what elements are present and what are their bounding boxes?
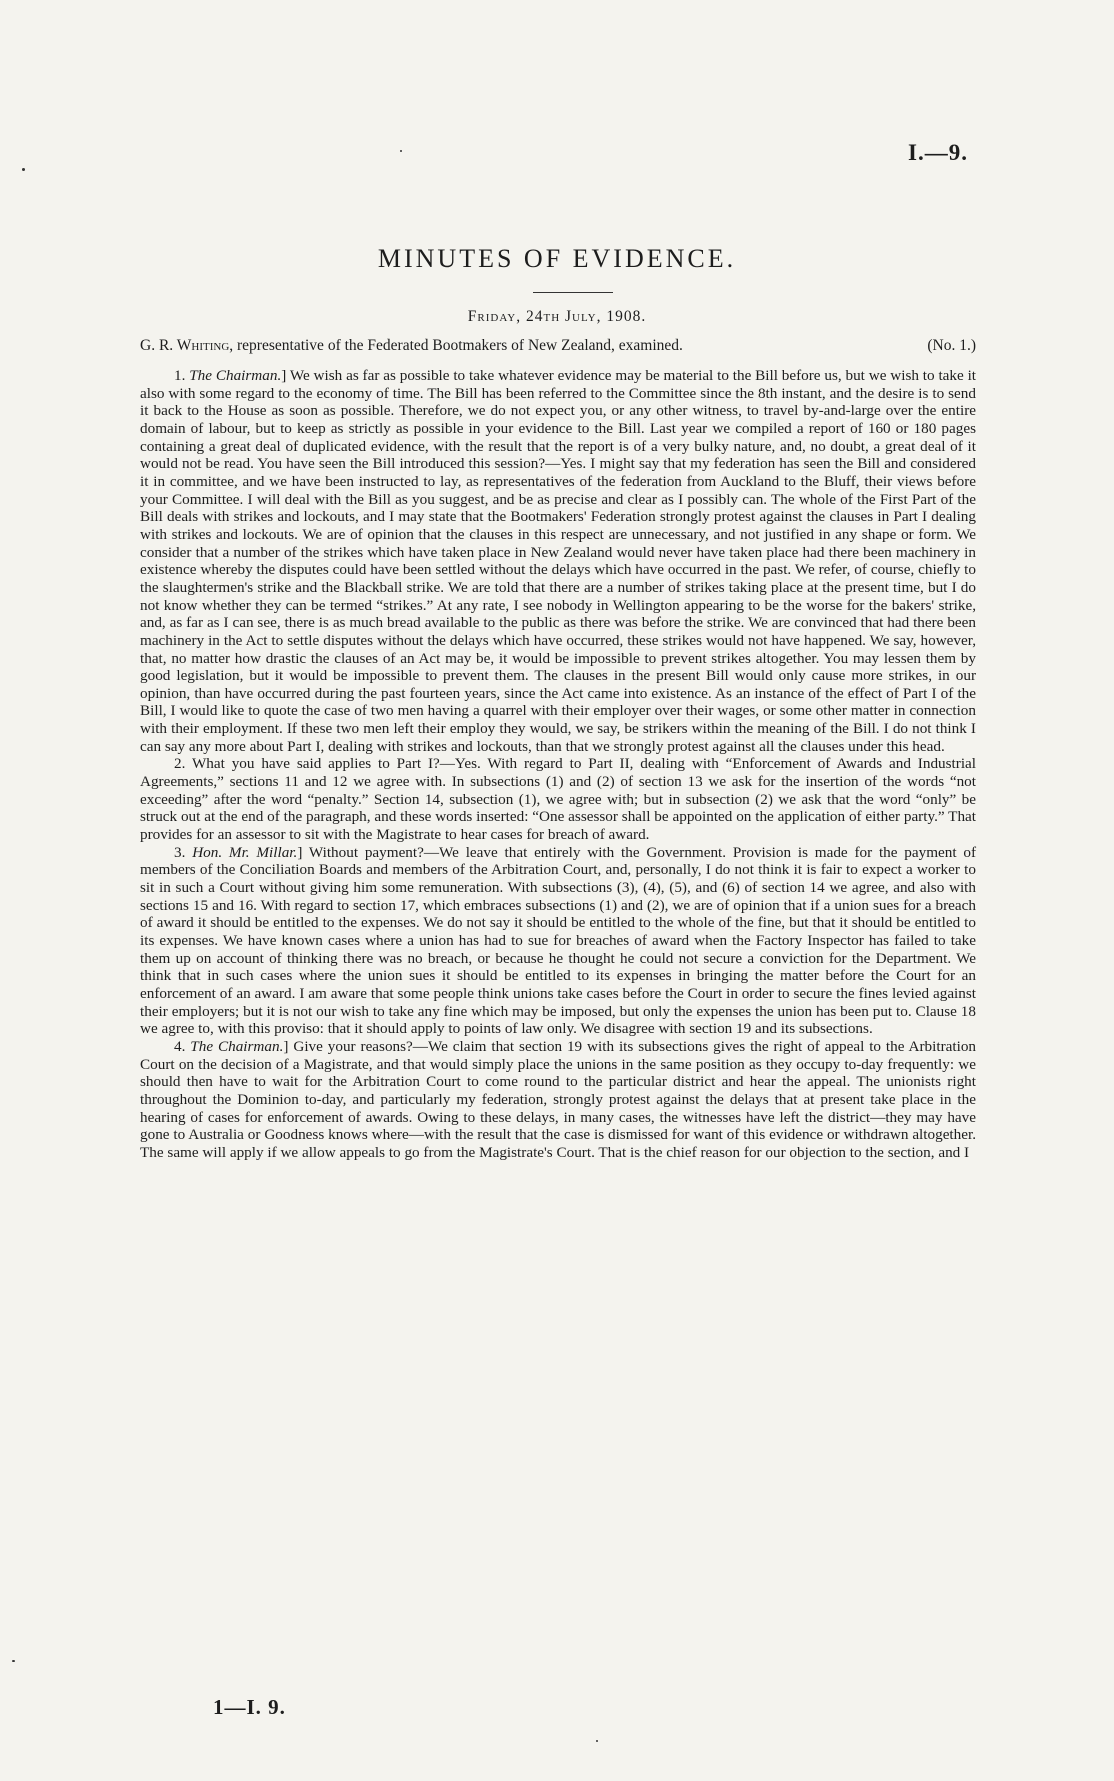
scan-speck: [400, 150, 402, 152]
paragraph-text: ] Give your reasons?—We claim that section 19 with its subsections gives the right of appeal to the Arbitration Court on the decision of a Magistrate, and that would simply place the unions in the same position as they occupy to-day frequently: we should then have to wait for the Arbitration Court to come round to the particular district and hear the appeal. The unionists right throughout the Dominion to-day, and particularly my federation, strongly protest against the delays that at present take place in the hearing of cases for enforcement of awards. Owing to these delays, in many cases, the witnesses have left the district—they may have gone to Australia or Goodness knows where—with the result that the case is dismissed for want of this evidence or withdrawn altogether. The same will apply if we allow appeals to go from the Magistrate's Court. That is the chief reason for our objection to the section, and I: [140, 1037, 977, 1161]
evidence-paragraph: [140, 755, 976, 843]
paragraph-number: 1.: [174, 367, 190, 384]
witness-number: (No. 1.): [927, 337, 976, 354]
speaker-name: The Chairman.: [190, 1037, 284, 1055]
paragraph-text: ] Without payment?—We leave that entirely with the Government. Provision is made for the payment of members of the Conciliation Boards and members of the Arbitration Court, and, personally, I do not think it is fair to expect a worker to sit in such a Court without giving him some remuneration. With subsections (3), (4), (5), and (6) of section 14 we agree, and also with sections 15 and 16. With regard to section 17, which embraces subsections (1) and (2), we are of opinion that if a union sues for a breach of award it should be entitled to the expenses. We do not say it should be entitled to the whole of the fine, but that it should be entitled to its expenses. We have known cases where a union has had to sue for breaches of award when the Factory Inspector has failed to take them up on account of thinking there was no breach, or because he thought he could not secure a conviction for the Department. We think that in such cases where the union sues it should be entitled to its expenses in bringing the matter before the Court for an enforcement of an award. I am aware that some people think unions take cases before the Court in order to secure the fines levied against their employers; but it is not our wish to take any fine which may be imposed, but only the expenses the union has been put to. Clause 18 we agree to, with this proviso: that it should apply to points of law only. We disagree with section 19 and its subsections.: [140, 843, 977, 1038]
witness-line: [140, 337, 976, 355]
scan-speck: [22, 168, 25, 171]
witness-description: , representative of the Federated Bootmakers of New Zealand, examined.: [229, 337, 683, 354]
paragraph-number: 2.: [174, 755, 192, 773]
page-signature: 1—I. 9.: [213, 1695, 286, 1719]
evidence-paragraph: [140, 1038, 976, 1162]
witness-name: G. R. Whiting: [140, 337, 230, 354]
evidence-body: [140, 367, 976, 1162]
speaker-name: Hon. Mr. Millar.: [192, 843, 298, 861]
session-date: Friday, 24th July, 1908.: [467, 308, 647, 325]
witness-intro: [140, 337, 683, 355]
scan-speck: [596, 1740, 598, 1742]
paragraph-text: What you have said applies to Part I?—Yes. With regard to Part II, dealing with “Enforcement of Awards and Industrial Agreements,” sections 11 and 12 we agree with. In subsections (1) and (2) of section 13 we ask for the insertion of the words “not exceeding” after the word “penalty.” Section 14, subsection (1), we agree with; but in subsection (2) we ask that the word “only” be struck out at the end of the paragraph, and these words inserted: “One assessor shall be appointed on the application of either party.” That provides for an assessor to sit with the Magistrate to hear cases for breach of award.: [140, 755, 977, 844]
page-reference: I.—9.: [908, 140, 968, 165]
speaker-name: The Chairman.: [189, 367, 282, 384]
title-rule: [533, 292, 613, 293]
scan-speck: [12, 1660, 15, 1662]
evidence-paragraph: [140, 844, 976, 1038]
paragraph-number: 3.: [174, 843, 193, 861]
page-title: MINUTES OF EVIDENCE.: [377, 244, 737, 273]
paragraph-text: ] We wish as far as possible to take whatever evidence may be material to the Bill before us, but we wish to take it also with some regard to the economy of time. The Bill has been referred to the Committee since the 8th instant, and the desire is to send it back to the House as soon as possible. Therefore, we do not expect you, or any other witness, to travel by-and-large over the entire domain of labour, but to keep as strictly as possible in your evidence to the Bill. Last year we compiled a report of 160 or 180 pages containing a great deal of duplicated evidence, with the result that the report is of a very bulky nature, and, no doubt, a great deal of it would not be read. You have seen the Bill introduced this session?—Yes. I might say that my federation has seen the Bill and considered it in committee, and we have been instructed to lay, as representatives of the federation from Auckland to the Bluff, their views before your Committee. I will deal with the Bill as you suggest, and be as precise and clear as I possibly can. The whole of the First Part of the Bill deals with strikes and lockouts, and I may state that the Bootmakers' Federation strongly protest against the clauses in Part I dealing with strikes and lockouts. We are of opinion that the clauses in this respect are unnecessary, and not justified in any shape or form. We consider that a number of the strikes which have taken place in New Zealand would never have taken place had there been machinery in existence whereby the disputes could have been settled without the delays which have occurred in the past. We refer, of course, chiefly to the slaughtermen's strike and the Blackball strike. We are told that there are a number of strikes taking place at the present time, but I do not know whether they can be termed “strikes.” At any rate, I see nobody in Wellington appearing to be the worse for the bakers' strike, and, as far as I can see, there is as much bread available to the public as there was before the strike. We are convinced that had there been machinery in the Act to settle disputes without the delays which have occurred, these strikes would not have happened. We say, however, that, no matter how drastic the clauses of an Act may be, it would be impossible to prevent strikes altogether. You may lessen them by good legislation, but it would be impossible to prevent them. The clauses in the present Bill would only cause more strikes, in our opinion, than have occurred during the past fourteen years, since the Act came into existence. As an instance of the effect of Part I of the Bill, I would like to quote the case of two men having a quarrel with their employer over their wages, or some other matter in connection with their employment. If these two men left their employ they would, we say, be strikers within the meaning of the Bill. I do not think I can say any more about Part I, dealing with strikes and lockouts, than that we strongly protest against all the clauses under this head.: [140, 367, 977, 755]
evidence-paragraph: [140, 367, 976, 755]
paragraph-number: 4.: [174, 1037, 191, 1055]
